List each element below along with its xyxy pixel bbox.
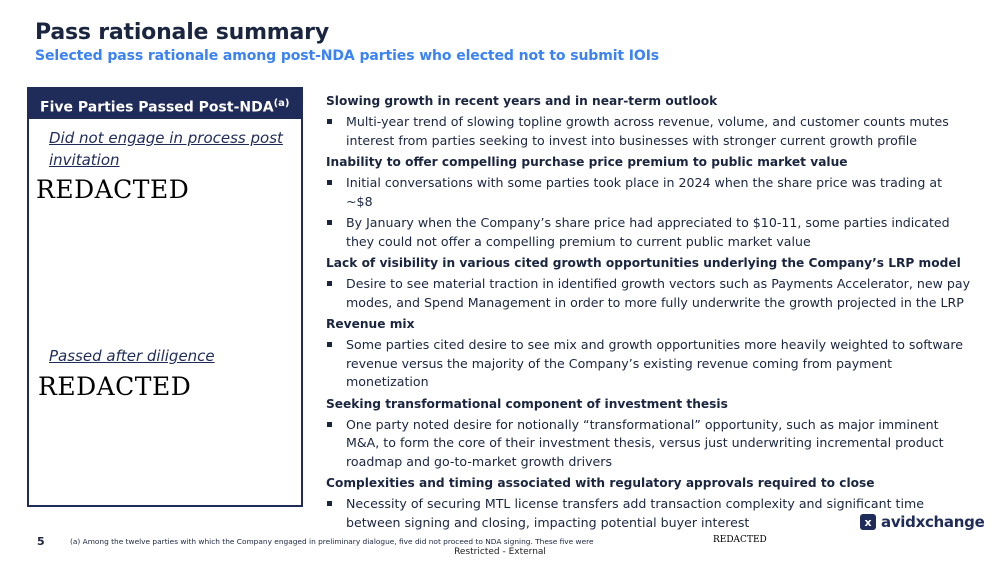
- classification-label: Restricted - External: [454, 547, 546, 557]
- section-bullet: [326, 113, 971, 150]
- rationale-list: [326, 89, 971, 532]
- parties-panel-heading: [29, 89, 301, 119]
- logo-mark-icon: x: [860, 514, 876, 530]
- redacted-block-1: REDACTED: [36, 175, 190, 204]
- page-subtitle: Selected pass rationale among post-NDA parties who elected not to submit IOIs: [35, 48, 660, 64]
- bullet-square-icon: [327, 220, 332, 225]
- footnote: (a) Among the twelve parties with which the Company engaged in preliminary dialogue, five did not proceed to NDA signing. These five were: [70, 537, 594, 546]
- bullet-square-icon: [327, 422, 332, 427]
- bullet-text: Multi-year trend of slowing topline growth across revenue, volume, and customer counts mutes interest from parties seeking to invest into businesses with stronger current growth profile: [346, 114, 949, 148]
- parties-panel-heading-text: Five Parties Passed Post-NDA: [40, 99, 274, 116]
- section-heading: Seeking transformational component of investment thesis: [326, 396, 728, 411]
- section-heading: Inability to offer compelling purchase price premium to public market value: [326, 155, 848, 169]
- bullet-square-icon: [327, 281, 332, 286]
- bullet-text: Necessity of securing MTL license transfers add transaction complexity and significant time between signing and closing, impacting potential buyer interest: [346, 496, 925, 530]
- bullet-square-icon: [327, 119, 332, 124]
- section-bullet: [326, 174, 971, 211]
- section-heading: Lack of visibility in various cited growth opportunities underlying the Company’s LRP model: [326, 256, 961, 270]
- footer-redacted: REDACTED: [713, 535, 767, 545]
- bullet-text: By January when the Company’s share price had appreciated to $10-11, some parties indicated they could not offer a compelling premium to current public market value: [346, 215, 950, 249]
- section-heading: Revenue mix: [326, 317, 415, 331]
- bullet-square-icon: [327, 180, 332, 185]
- bullet-square-icon: [327, 342, 332, 347]
- redacted-block-2: REDACTED: [38, 372, 192, 401]
- bullet-text: Some parties cited desire to see mix and growth opportunities more heavily weighted to software revenue versus the majority of the Company’s existing revenue coming from payment monetization: [346, 337, 964, 389]
- bullet-text: One party noted desire for notionally “transformational” opportunity, such as major imminent M&A, to form the core of their investment thesis, versus just underwriting incremental product roadmap and go-to-market growth drivers: [346, 416, 944, 469]
- page-title: Pass rationale summary: [35, 20, 329, 45]
- bullet-text: Desire to see material traction in identified growth vectors such as Payments Accelerator, new pay modes, and Spend Management in order to more fully underwrite the growth projected in the LRP: [346, 276, 971, 310]
- section-heading: Slowing growth in recent years and in near-term outlook: [326, 94, 718, 108]
- parties-panel: [27, 87, 303, 507]
- company-logo: [860, 513, 984, 531]
- section-bullet: [326, 275, 971, 312]
- section-bullet: [326, 214, 971, 251]
- section-bullet: [326, 336, 971, 392]
- bullet-text: Initial conversations with some parties took place in 2024 when the share price was trading at ~$8: [346, 175, 943, 209]
- group-label-did-not-engage: Did not engage in process post invitation: [49, 129, 283, 169]
- section-heading: Complexities and timing associated with regulatory approvals required to close: [326, 476, 875, 490]
- group-label-passed-after-diligence: Passed after diligence: [49, 347, 215, 365]
- footnote-marker: (a): [273, 98, 290, 109]
- bullet-square-icon: [327, 501, 332, 506]
- section-bullet: [326, 416, 971, 472]
- page-number: 5: [37, 535, 45, 548]
- logo-text: avidxchange: [881, 513, 985, 531]
